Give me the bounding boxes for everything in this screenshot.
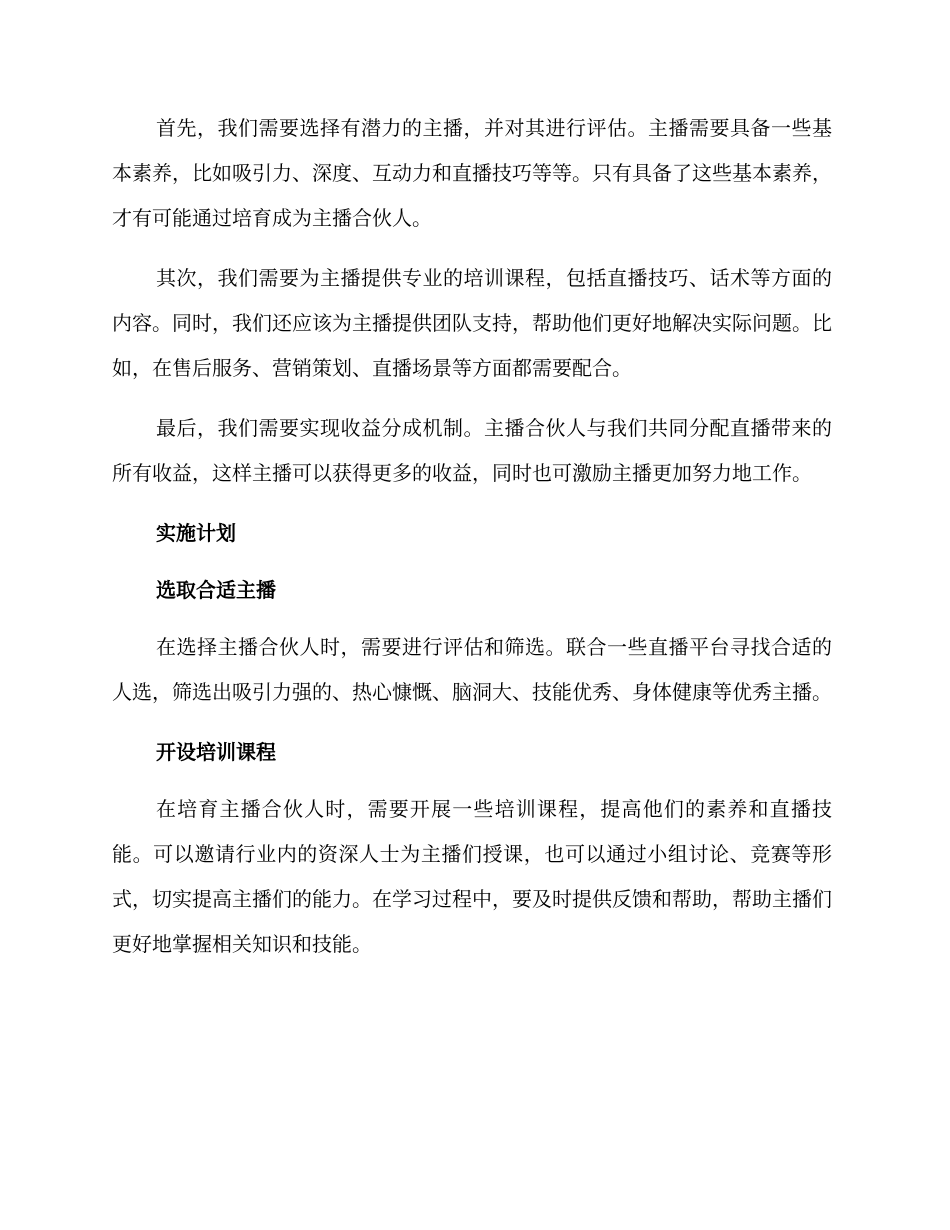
heading-implementation-plan: 实施计划: [156, 521, 236, 545]
paragraph-training-support: 其次，我们需要为主播提供专业的培训课程，包括直播技巧、话术等方面的内容。同时，我们还应该为主播提供团队支持，帮助他们更好地解决实际问题。比如，在售后服务、营销策划、直播场景等方面都需要配合。: [112, 266, 832, 380]
paragraph-host-selection: 首先，我们需要选择有潜力的主播，并对其进行评估。主播需要具备一些基本素养，比如吸引力、深度、互动力和直播技巧等等。只有具备了这些基本素养，才有可能通过培育成为主播合伙人。: [112, 116, 832, 230]
heading-training-courses: 开设培训课程: [156, 740, 276, 764]
paragraph-revenue-sharing: 最后，我们需要实现收益分成机制。主播合伙人与我们共同分配直播带来的所有收益，这样主播可以获得更多的收益，同时也可激励主播更加努力地工作。: [112, 416, 832, 485]
paragraph-select-hosts: 在选择主播合伙人时，需要进行评估和筛选。联合一些直播平台寻找合适的人选，筛选出吸引力强的、热心慷慨、脑洞大、技能优秀、身体健康等优秀主播。: [112, 635, 832, 704]
heading-select-hosts: 选取合适主播: [156, 578, 276, 602]
document-page: [112, 106, 832, 982]
paragraph-training-courses: 在培育主播合伙人时，需要开展一些培训课程，提高他们的素养和直播技能。可以邀请行业内的资深人士为主播们授课，也可以通过小组讨论、竞赛等形式，切实提高主播们的能力。在学习过程中，要及时提供反馈和帮助，帮助主播们更好地掌握相关知识和技能。: [112, 797, 832, 956]
